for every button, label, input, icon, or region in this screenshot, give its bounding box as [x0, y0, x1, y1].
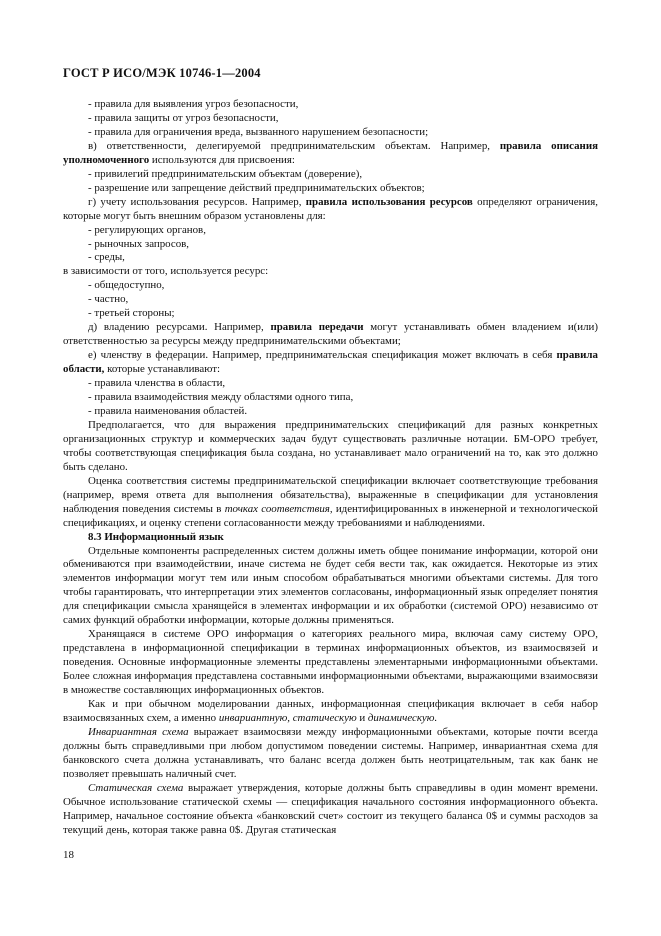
list-item: - правила для выявления угроз безопасности, [88, 98, 299, 110]
paragraph-notations: Предполагается, что для выражения предпринимательских спецификаций для разных конкретных организационных структур и коммерческих задач будут существовать различные нотации. БМ-ОРО требует, чтобы соответствующая спецификация была создана, но устанавливает мало ограничений на то, как это должно быть сделано. [63, 418, 598, 473]
paragraph-federation: е) членству в федерации. Например, предпринимательская спецификация может включать в себя правила области, которые устанавливают: [63, 349, 598, 376]
paragraph-invariant-schema: Инвариантная схема выражает взаимосвязи между информационными объектами, которые почти всегда должны быть справедливыми при любом допустимом поведении системы. Например, инвариантная схема для банковского счета должна устанавливать, что баланс всегда должен быть неотрицательным, так как банк не позволяет превышать наличный счет. [63, 725, 598, 780]
paragraph-conformance: Оценка соответствия системы предпринимательской спецификации включает соответствующие требования (например, время ответа для выполнения обязательства), выраженные в спецификации для установления наблюдения поведения системы в точках соответствия, идентифицированных в инженерной и технологической спецификациях, и оценку степени согласованности между требованиями и наблюдениями. [63, 474, 598, 529]
bold-term: правила передачи [270, 321, 364, 334]
section-heading: 8.3 Информационный язык [88, 530, 224, 543]
paragraph-components: Отдельные компоненты распределенных систем должны иметь общее понимание информации, которой они обмениваются при взаимодействии, иначе система не будет себя вести так, как ожидается. Некоторые из этих элементов информации могут тем или иным способом обрабатываться многими объектами системы. Для того чтобы гарантировать, что интерпретации этих элементов согласованы, информационный язык определяет понятия для спецификации смысла хранящейся в элементах информации и их обработки (системой ОРО) независимо от самих функций обработки информации, которые должны применяться. [63, 544, 598, 627]
page-body [63, 98, 598, 838]
list-item: - рыночных запросов, [88, 237, 190, 250]
paragraph-schemas: Как и при обычном моделировании данных, информационная спецификация включает в себя набор взаимосвязанных схем, а именно инвариантную, статическую и динамическую. [63, 697, 598, 724]
list-item: - среды, [88, 251, 125, 264]
paragraph-static-schema: Статическая схема выражает утверждения, которые должны быть справедливы в один момент времени. Обычное использование статической схемы — спецификация начального состояния информационного объекта. Например, начальное состояние объекта «банковский счет» состоит из текущего баланса 0$ и суммы расходов за текущий день, которая также равна 0$. Другая статическая [63, 781, 598, 836]
italic-term: Статическая схема [88, 781, 184, 794]
list-item: - правила членства в области, [88, 377, 226, 390]
bold-term: правила описания уполномоченного [63, 139, 598, 166]
italic-term: инвариантную, статическую [218, 711, 357, 724]
italic-term: динамическую. [367, 711, 438, 724]
document-header: ГОСТ Р ИСО/МЭК 10746-1—2004 [63, 66, 261, 80]
list-item: - частно, [88, 293, 129, 306]
bold-term: правила области, [63, 349, 598, 376]
list-item: - правила для ограничения вреда, вызванного нарушением безопасности; [88, 125, 429, 138]
list-item: - привилегий предпринимательским объектам (доверение), [88, 167, 363, 180]
paragraph-dependency: в зависимости от того, используется ресурс: [63, 265, 269, 278]
paragraph-information-objects: Хранящаяся в системе ОРО информация о категориях реального мира, включая саму систему ОРО, представлена в информационной спецификации в терминах информационных объектов, из взаимосвязей и поведения. Основные информационные элементы представлены элементарными информационными объектами. Более сложная информация представлена составными информационными объектами, выражающими взаимосвязи в множестве составляющих информационных объектов. [63, 628, 598, 697]
paragraph-ownership: д) владению ресурсами. Например, правила передачи могут устанавливать обмен владением и(или) ответственностью за ресурсы между предпринимательскими объектами; [63, 321, 598, 348]
list-item: - общедоступно, [88, 279, 165, 292]
list-item: - правила защиты от угроз безопасности, [88, 111, 279, 124]
list-item: - регулирующих органов, [88, 223, 206, 236]
paragraph-resource-usage: г) учету использования ресурсов. Например, правила использования ресурсов определяют ограничения, которые могут быть внешним образом установлены для: [63, 195, 598, 222]
italic-term: Инвариантная схема [88, 725, 189, 738]
page-number: 18 [63, 849, 74, 861]
list-item: - разрешение или запрещение действий предпринимательских объектов; [88, 181, 425, 194]
paragraph-responsibility: в) ответственности, делегируемой предпринимательским объектам. Например, правила описания уполномоченного используются для присвоения: [63, 139, 598, 166]
list-item: - правила взаимодействия между областями одного типа, [88, 391, 354, 404]
list-item: - третьей стороны; [88, 307, 175, 320]
list-item: - правила наименования областей. [88, 404, 248, 417]
bold-term: правила использования ресурсов [305, 195, 473, 208]
italic-term: точках соответствия, [224, 502, 333, 515]
